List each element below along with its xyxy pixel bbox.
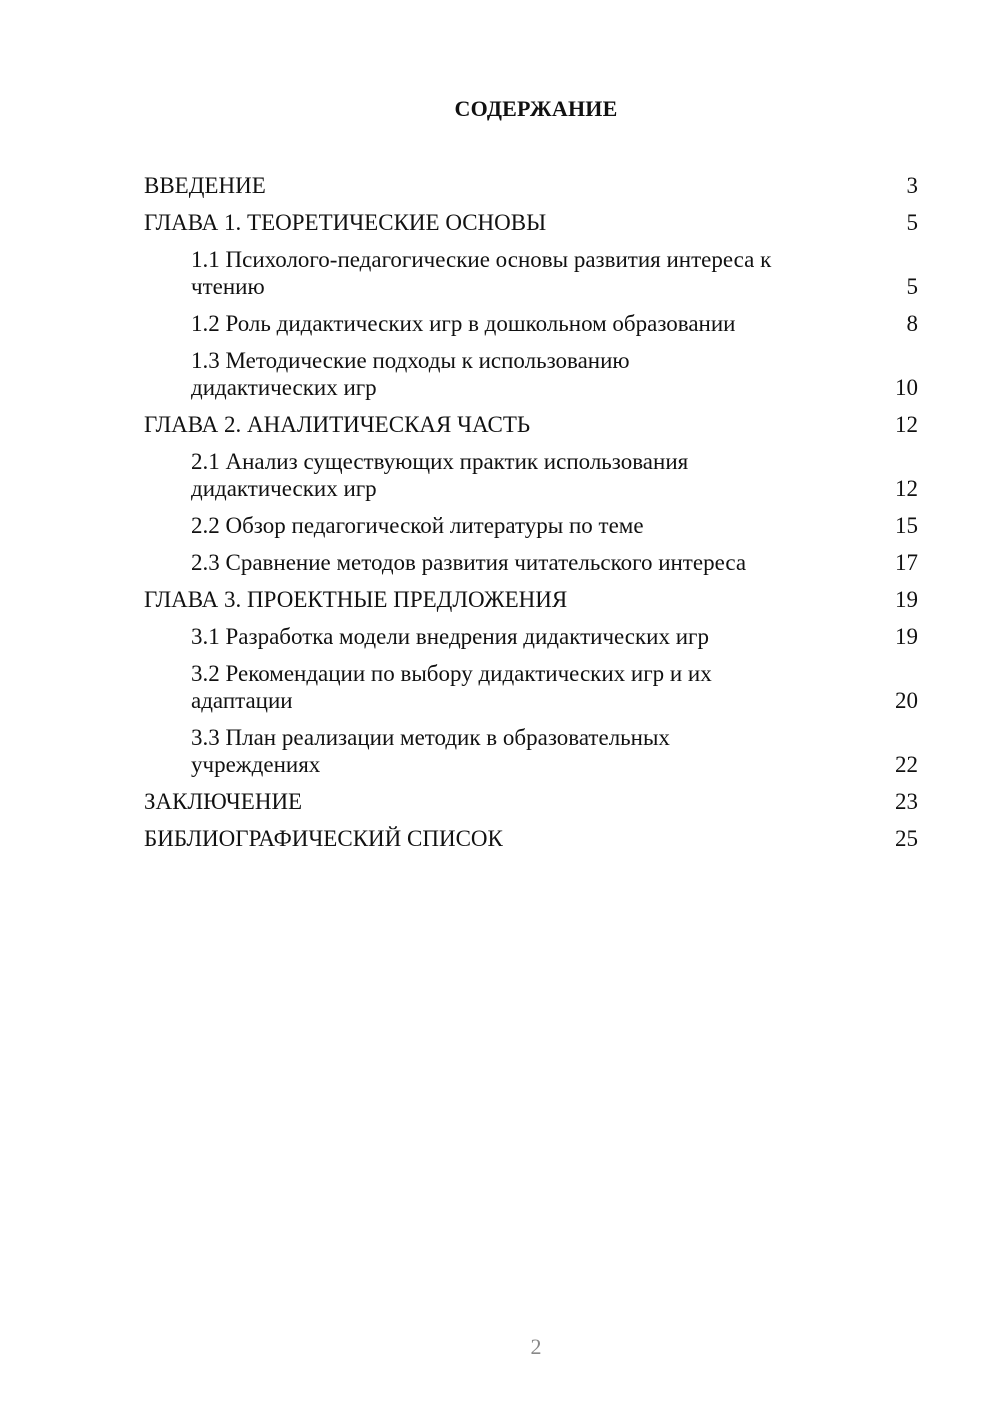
toc-entry-section-2-3[interactable] (144, 546, 918, 583)
toc-entry-label: ВВЕДЕНИЕ (144, 173, 266, 198)
toc-entry-label: ГЛАВА 2. АНАЛИТИЧЕСКАЯ ЧАСТЬ (144, 412, 531, 437)
toc-entry-page: 17 (895, 550, 918, 575)
toc-entry-label: 1.1 Психолого-педагогические основы развития интереса к чтению (191, 247, 772, 299)
toc-entry-label: БИБЛИОГРАФИЧЕСКИЙ СПИСОК (144, 826, 503, 851)
toc-entry-section-1-2[interactable] (144, 307, 918, 344)
toc-entry-section-2-2[interactable] (144, 509, 918, 546)
toc-entry-page: 19 (895, 624, 918, 649)
toc-entry-label: 1.3 Методические подходы к использованию дидактических игр (191, 348, 630, 400)
toc-entry-label: ЗАКЛЮЧЕНИЕ (144, 789, 303, 814)
toc-entry-page: 12 (895, 412, 918, 437)
toc-entry-section-3-3[interactable] (144, 721, 918, 785)
toc-entry-chapter-2[interactable] (144, 408, 918, 445)
toc-entry-page: 23 (895, 789, 918, 814)
page-title: СОДЕРЖАНИЕ (454, 96, 618, 121)
toc-entry-label: 2.1 Анализ существующих практик использования дидактических игр (191, 449, 689, 501)
toc-entry-page: 3 (906, 173, 918, 198)
toc-entry-chapter-3[interactable] (144, 583, 918, 620)
toc-entry-section-2-1[interactable] (144, 445, 918, 509)
toc-entry-label: ГЛАВА 1. ТЕОРЕТИЧЕСКИЕ ОСНОВЫ (144, 210, 547, 235)
toc-entry-page: 20 (895, 688, 918, 713)
toc-entry-bibliography[interactable] (144, 822, 918, 859)
page-number: 2 (530, 1334, 542, 1359)
toc-entry-page: 10 (895, 375, 918, 400)
toc-entry-introduction[interactable] (144, 169, 918, 206)
toc-entry-section-1-3[interactable] (144, 344, 918, 408)
table-of-contents (144, 169, 918, 859)
toc-entry-section-3-2[interactable] (144, 657, 918, 721)
toc-entry-label: 3.1 Разработка модели внедрения дидактических игр (191, 624, 709, 649)
toc-entry-label: 2.2 Обзор педагогической литературы по теме (191, 513, 644, 538)
toc-entry-page: 12 (895, 476, 918, 501)
toc-entry-conclusion[interactable] (144, 785, 918, 822)
toc-entry-page: 25 (895, 826, 918, 851)
toc-entry-label: 3.3 План реализации методик в образовательных учреждениях (191, 725, 670, 777)
toc-entry-chapter-1[interactable] (144, 206, 918, 243)
toc-entry-page: 5 (906, 274, 918, 299)
toc-entry-page: 15 (895, 513, 918, 538)
toc-entry-page: 19 (895, 587, 918, 612)
toc-entry-label: 3.2 Рекомендации по выбору дидактических игр и их адаптации (191, 661, 712, 713)
toc-entry-label: 2.3 Сравнение методов развития читательского интереса (191, 550, 747, 575)
toc-entry-page: 22 (895, 752, 918, 777)
toc-entry-page: 8 (906, 311, 918, 336)
toc-entry-label: ГЛАВА 3. ПРОЕКТНЫЕ ПРЕДЛОЖЕНИЯ (144, 587, 568, 612)
toc-entry-section-1-1[interactable] (144, 243, 918, 307)
toc-entry-page: 5 (906, 210, 918, 235)
toc-entry-label: 1.2 Роль дидактических игр в дошкольном образовании (191, 311, 736, 336)
toc-entry-section-3-1[interactable] (144, 620, 918, 657)
